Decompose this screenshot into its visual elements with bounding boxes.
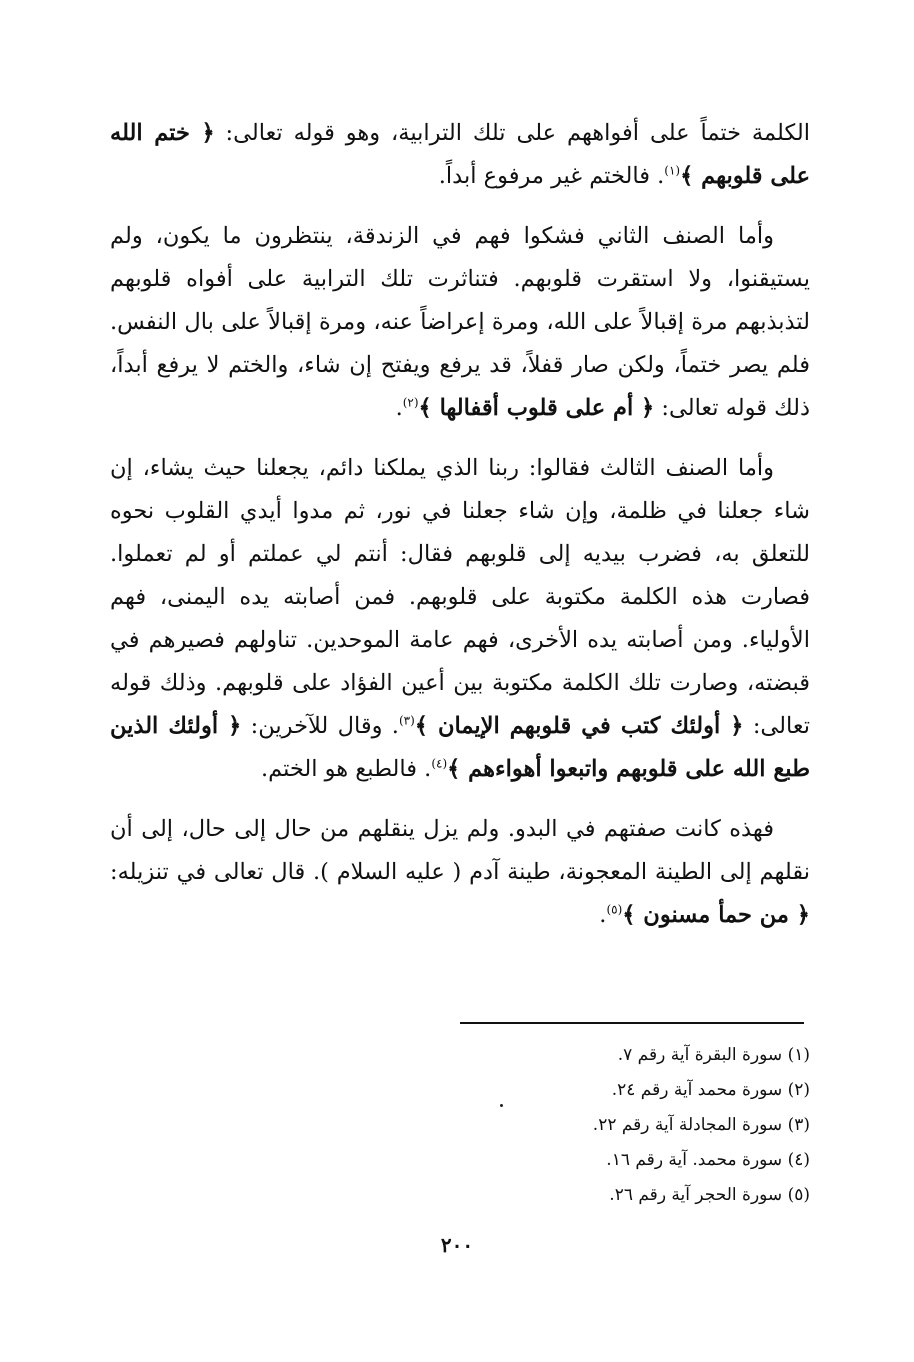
text-segment: الكلمة ختماً على أفواههم على تلك الترابية، وهو قوله تعالى: <box>214 120 810 146</box>
text-segment: . وقال للآخرين: <box>241 713 399 739</box>
paragraph <box>110 447 810 791</box>
quran-quote: ﴿ أولئك كتب في قلوبهم الإيمان ﴾ <box>414 713 744 739</box>
footnote-divider <box>460 1022 804 1024</box>
footnote-reference: (٣) <box>398 713 415 728</box>
paragraph <box>110 808 810 937</box>
footnote-item: (٢) سورة محمد آية رقم ٢٤. <box>611 1080 810 1100</box>
quran-quote: ﴿ أولئك الذين طبع الله على قلوبهم واتبعوا أهواءهم ﴾ <box>110 713 810 782</box>
quran-quote: ﴿ من حمأ مسنون ﴾ <box>622 902 810 928</box>
footnote-item: (٤) سورة محمد. آية رقم ١٦. <box>606 1150 810 1170</box>
text-segment: فهذه كانت صفتهم في البدو. ولم يزل ينقلهم من حال إلى حال، إلى أن نقلهم إلى الطينة المعجونة، طينة آدم ( عليه السلام ). قال تعالى في تنزيله: <box>110 816 810 885</box>
footnote-item: (٥) سورة الحجر آية رقم ٢٦. <box>609 1185 810 1205</box>
text-segment: . فالطبع هو الختم. <box>260 756 432 782</box>
footnote-item: (٣) سورة المجادلة آية رقم ٢٢. <box>592 1115 810 1135</box>
page-number: ٢٠٠ <box>440 1233 474 1257</box>
text-segment: وأما الصنف الثاني فشكوا فهم في الزندقة، ينتظرون ما يكون، ولم يستيقنوا، ولا استقرت قلوبهم. فتناثرت تلك الترابية على أفواه قلوبهم لتذبذبهم مرة إقبالاً على الله، ومرة إعراضاً عنه، ومرة إقبالاً على بال النفس. فلم يصر ختماً، ولكن صار قفلاً، قد يرفع ويفتح إن شاء، والختم لا يرفع أبداً، ذلك قوله تعالى: <box>110 223 810 421</box>
footnote-reference: (٤) <box>431 756 448 771</box>
text-segment: . <box>599 902 607 928</box>
body-text <box>110 112 810 954</box>
paragraph <box>110 112 810 198</box>
footnote-item: (١) سورة البقرة آية رقم ٧. <box>617 1045 810 1065</box>
footnote-reference: (١) <box>664 163 681 178</box>
quran-quote: ﴿ ختم الله على قلوبهم ﴾ <box>110 120 810 189</box>
text-segment: . <box>395 395 403 421</box>
text-segment: . فالختم غير مرفوع أبداً. <box>438 163 665 189</box>
quran-quote: ﴿ أم على قلوب أقفالها ﴾ <box>418 395 655 421</box>
footnote-reference: (٥) <box>606 902 623 917</box>
footnote-reference: (٢) <box>402 395 419 410</box>
footnotes <box>300 1038 810 1213</box>
text-segment: وأما الصنف الثالث فقالوا: ربنا الذي يملكنا دائم، يجعلنا حيث يشاء، إن شاء جعلنا في ظلمة، وإن شاء جعلنا في نور، ثم مدوا أيدي القلوب نحوه للتعلق به، فضرب بيديه إلى قلوبهم فقال: أنتم لي عملتم أو لم تعملوا. فصارت هذه الكلمة مكتوبة على قلوبهم. فمن أصابته يده اليمنى، فهم الأولياء. ومن أصابته يده الأخرى، فهم عامة الموحدين. تناولهم فصيرهم في قبضته، وصارت تلك الكلمة مكتوبة بين أعين الفؤاد على قلوبهم. وذلك قوله تعالى: <box>110 455 810 739</box>
paragraph <box>110 215 810 430</box>
